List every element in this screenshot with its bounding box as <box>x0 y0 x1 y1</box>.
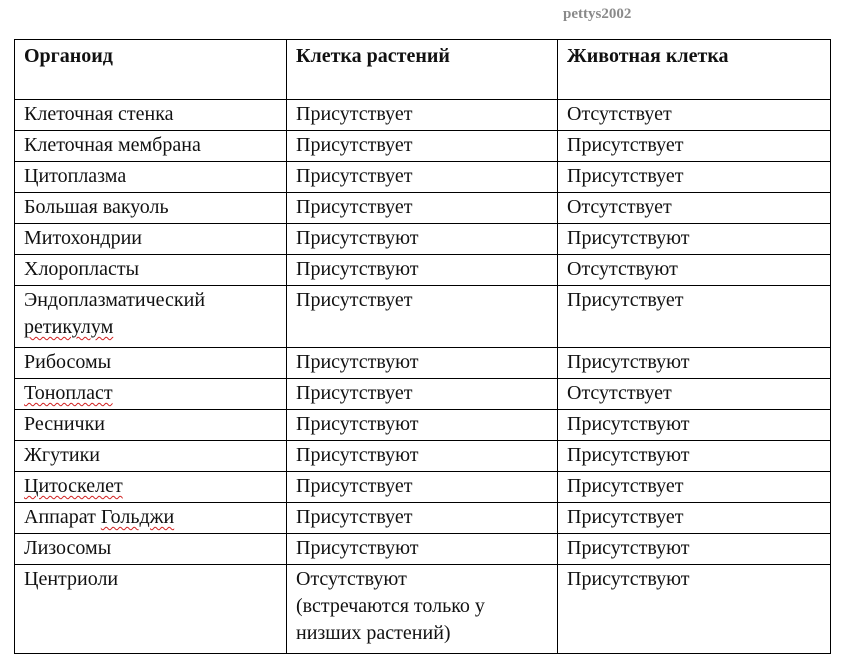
organoid-name: Цитоскелет <box>24 475 123 497</box>
table-row <box>15 503 831 534</box>
plant-cell: Присутствуют <box>287 441 558 472</box>
table-row <box>15 379 831 410</box>
organoid-cell <box>15 286 287 348</box>
organoid-cell: Клеточная стенка <box>15 100 287 131</box>
table-row <box>15 348 831 379</box>
plant-cell: Присутствуют <box>287 534 558 565</box>
organoid-cell <box>15 472 287 503</box>
table-row <box>15 472 831 503</box>
animal-cell: Присутствует <box>558 162 831 193</box>
organoid-cell: Митохондрии <box>15 224 287 255</box>
table-row <box>15 162 831 193</box>
animal-cell: Присутствуют <box>558 565 831 654</box>
animal-cell: Отсутствует <box>558 379 831 410</box>
header-animal-cell: Животная клетка <box>558 40 831 100</box>
organoid-cell <box>15 503 287 534</box>
organoid-cell: Цитоплазма <box>15 162 287 193</box>
plant-note-line2: (встречаются только у <box>296 595 485 617</box>
organoid-name-line1: Эндоплазматический <box>24 289 206 311</box>
animal-cell: Отсутствует <box>558 100 831 131</box>
animal-cell: Отсутствует <box>558 193 831 224</box>
header-organoid: Органоид <box>15 40 287 100</box>
organoid-cell: Реснички <box>15 410 287 441</box>
organoid-cell: Лизосомы <box>15 534 287 565</box>
organoid-cell: Хлоропласты <box>15 255 287 286</box>
animal-cell: Присутствует <box>558 131 831 162</box>
plant-cell: Присутствуют <box>287 348 558 379</box>
table-row <box>15 224 831 255</box>
organoid-name: Тонопласт <box>24 382 113 404</box>
table-row <box>15 131 831 162</box>
animal-cell: Отсутствуют <box>558 255 831 286</box>
animal-cell: Присутствуют <box>558 410 831 441</box>
animal-cell: Присутствуют <box>558 224 831 255</box>
table-header-row <box>15 40 831 100</box>
organoid-cell: Центриоли <box>15 565 287 654</box>
animal-cell: Присутствуют <box>558 534 831 565</box>
table-row <box>15 286 831 348</box>
organoid-name-part2: Гольджи <box>100 506 175 528</box>
animal-cell: Присутствует <box>558 503 831 534</box>
table-row <box>15 255 831 286</box>
plant-cell: Присутствует <box>287 472 558 503</box>
organoid-name-part1: Аппарат <box>24 506 101 528</box>
organoid-cell: Большая вакуоль <box>15 193 287 224</box>
table-row <box>15 100 831 131</box>
plant-cell: Присутствует <box>287 100 558 131</box>
table-row <box>15 534 831 565</box>
plant-cell: Присутствуют <box>287 224 558 255</box>
table-row <box>15 410 831 441</box>
plant-cell: Присутствуют <box>287 255 558 286</box>
watermark-text: pettys2002 <box>563 6 632 22</box>
plant-cell: Присутствует <box>287 162 558 193</box>
animal-cell: Присутствуют <box>558 348 831 379</box>
plant-cell: Присутствует <box>287 286 558 348</box>
table-row <box>15 193 831 224</box>
plant-cell <box>287 565 558 654</box>
organoid-comparison-table <box>14 39 831 654</box>
table-row <box>15 441 831 472</box>
plant-note-line3: низших растений) <box>296 622 451 644</box>
plant-cell: Присутствует <box>287 379 558 410</box>
header-plant-cell: Клетка растений <box>287 40 558 100</box>
plant-cell: Присутствует <box>287 131 558 162</box>
organoid-cell: Рибосомы <box>15 348 287 379</box>
animal-cell: Присутствует <box>558 472 831 503</box>
organoid-name-line2: ретикулум <box>24 316 114 338</box>
animal-cell: Присутствует <box>558 286 831 348</box>
table-row <box>15 565 831 654</box>
plant-cell: Присутствуют <box>287 410 558 441</box>
organoid-cell: Жгутики <box>15 441 287 472</box>
animal-cell: Присутствуют <box>558 441 831 472</box>
plant-note-line1: Отсутствуют <box>296 568 407 590</box>
plant-cell: Присутствует <box>287 503 558 534</box>
organoid-cell <box>15 379 287 410</box>
plant-cell: Присутствует <box>287 193 558 224</box>
organoid-cell: Клеточная мембрана <box>15 131 287 162</box>
